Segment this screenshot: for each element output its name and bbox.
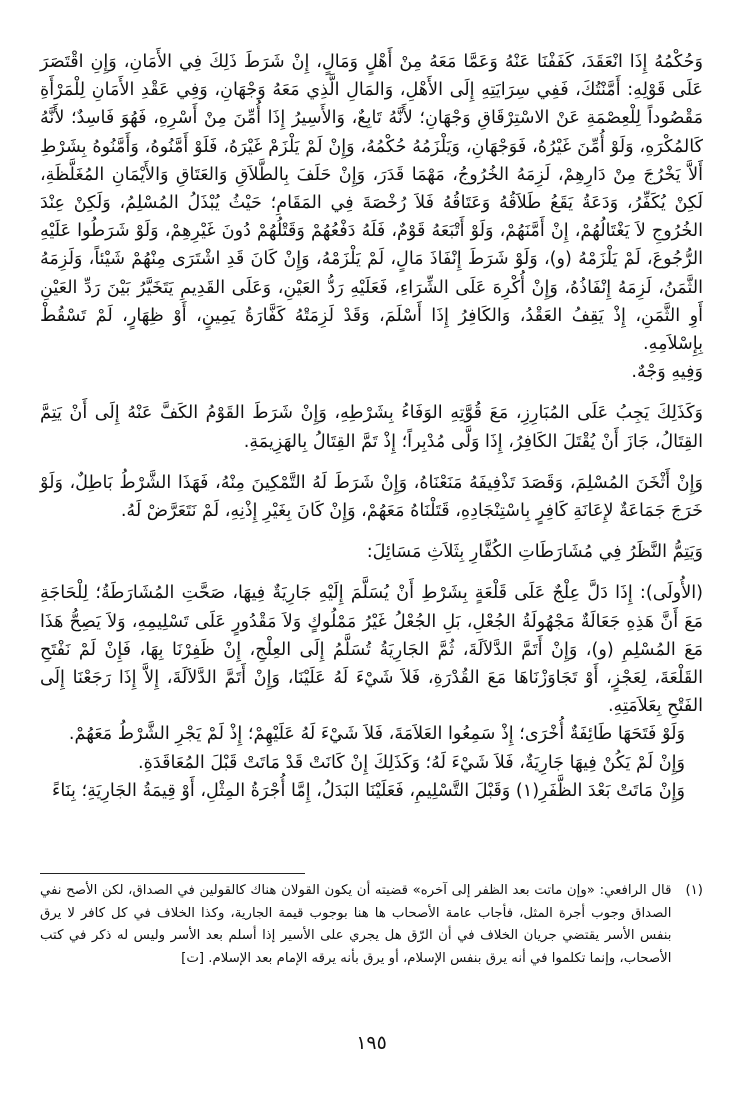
paragraph-section-intro: وَيَتِمُّ النَّظَرُ فِي مُشَارَطَاتِ الكُفَّارِ بِثَلاَثِ مَسَائِلَ: [366, 542, 703, 563]
main-text [40, 48, 703, 805]
footnote-text: قال الرافعي: «وإن ماتت بعد الظفر إلى آخره» قضيته أن يكون القولان هناك كالقولين في الصداق، لكن الأصح نفي الصداق وجوب أجرة المثل، فأجاب عامة الأصحاب ها هنا بوجوب قيمة الجارية، وكذا الخلاف في كل كافر لا يرق بنفس الأسر يقتضي جريان الخلاف في أن الرّق هل يجري على الأسير إذا أسلم بعد الأسر وليس له ذكر في كتب الأصحاب، وإنما تكلموا في أنه يرق بنفس الإسلام، أو يرق بأنه يرقه الإمام بعد الإسلام. [ت] [40, 883, 672, 966]
paragraph-opinion: وَفِيهِ وَجْهٌ. [631, 362, 703, 383]
paragraph-amaan-ruling: وَحُكْمُهُ إِذَا انْعَقَدَ، كَفَفْنَا عَنْهُ وَعَمَّا مَعَهُ مِنْ أَهْلٍ وَمَالٍ، إِنْ شَرَطَ ذَلِكَ فِي الأَمَانِ، وَإِنِ اقْتَصَرَ عَلَى قَوْلِهِ: أَمَّنْتُكَ، فَفِي سِرَايَتِهِ إِلَى الأَهْلِ، وَالمَالِ الَّذِي مَعَهُ وَجْهَانِ، وَفِي عَقْدِ الأَمَانِ لِلْمَرْأَةِ مَقْصُوداً لِلْعِصْمَةِ عَنْ الاسْتِرْقَاقِ وَجْهَانِ؛ لأَنَّهُ تَابِعٌ، وَالأَسِيرُ إِذَا أُمِّنَ مِنْ أَسْرِهِ، فَهُوَ فَاسِدٌ؛ لأَنَّهُ كَالمُكْرَهِ، وَلَوْ أُمِّنَ غَيْرُهُ، فَوَجْهَانِ، وَيَلْزَمُهُ حُكْمُهُ، وَإِنْ لَمْ يَلْزَمْ غَيْرَهُ، فَلَوْ أَمَّنُوهُ، وَأَمَّنُوهُ بِشَرْطِ أَلاَّ يَخْرُجَ مِنْ دَارِهِمْ، لَزِمَهُ الخُرُوجُ، مَهْمَا قَدَرَ، وَإِنْ حَلَفَ بِالطَّلاَقِ وَالعَتَاقِ وَالأَيْمَانِ المُغَلَّظَةِ، لَكِنْ يُكَفِّرُ، وَدَعَةُ يَقَعُ طَلاَقُهُ وَعَتَاقُهُ فَلاَ رُخْصَةَ فِي المَقَامِ؛ حَيْثُ يُبْذَلُ المُسْلِمُ، وَلَكِنْ عِنْدَ الخُرُوجِ لاَ يَغْتَالُهُمْ، إِنْ أَمَّنَهُمْ، وَلَوْ أَتْبَعَهُ قَوْمٌ، فَلَهُ دَفْعُهُمْ وَقَتْلُهُمْ دُونَ غَيْرِهِمْ، وَلَوْ شَرَطُوا عَلَيْهِ الرُّجُوعَ، لَمْ يَلْزَمْهُ (و)، وَلَوْ شَرَطَ إِنْفَاذَ مَالٍ، لَمْ يَلْزَمْهُ، وَإِنْ كَانَ قَدِ اشْتَرَى مِنْهُمْ شَيْئاً، وَلَزِمَهُ الثَّمَنُ، لَزِمَهُ إِنْفَاذُهُ، وَإِنْ أُكْرِهَ عَلَى الشِّرَاءِ، فَعَلَيْهِ رَدُّ العَيْنِ، وَعَلَى القَدِيمِ يَتَخَيَّرُ بَيْنَ رَدِّ العَيْنِ أَوِ الثَّمَنِ، إِذْ يَقِفُ العَقْدُ، وَالكَافِرُ إِذَا أَسْلَمَ، وَقَدْ لَزِمَتْهُ كَفَّارَةُ يَمِينٍ، أَوْ ظِهَارٍ، لَمْ تَسْقُطْ بِإِسْلاَمِهِ. [40, 52, 703, 355]
paragraph-issue-one: (الأُولَى): إِذَا دَلَّ عِلْجٌ عَلَى قَلْعَةٍ بِشَرْطِ أَنْ يُسَلَّمَ إِلَيْهِ جَارِيَةٌ فِيهَا، صَحَّتِ المُشَارَطَةُ؛ لِلْحَاجَةِ مَعَ أَنَّ هَذِهِ جَعَالَةٌ مَجْهُولَةُ الجُعْلِ، بَلِ الجُعْلُ غَيْرُ مَمْلُوكٍ وَلاَ مَقْدُورٍ عَلَى تَسْلِيمِهِ، وَلاَ يَصِحُّ هَذَا مَعَ المُسْلِمِ (و)، وَإِنْ أَتَمَّ الدَّلاَلَةَ، ثُمَّ الجَارِيَةُ تُسَلَّمُ إِلَى العِلْجِ، إِنْ ظَفِرْنَا بِهَا، فَإِنْ لَمْ نَفْتَحِ القَلْعَةَ، لِعَجْزٍ، أَوْ تَجَاوَزْنَاهَا مَعَ القُدْرَةِ، فَلاَ شَيْءَ لَهُ عَلَيْنَا، وَإِنْ أَتَمَّ الدَّلاَلَةَ، إِلاَّ إِذَا رَجَعْنَا إِلَى الفَتْحِ بِعَلاَمَتِهِ. [40, 583, 703, 717]
paragraph-duel: وَكَذَلِكَ يَجِبُ عَلَى المُبَارِزِ، مَعَ قُوَّتِهِ الوَفَاءُ بِشَرْطِهِ، وَإِنْ شَرَطَ القَوْمُ الكَفَّ عَنْهُ إِلَى أَنْ يَتِمَّ القِتَالُ، جَازَ أَنْ يُقْتَلَ الكَافِرُ، إِذَا وَلَّى مُدْبِراً؛ إِذْ تَمَّ القِتَالُ بِالهَزِيمَةِ. [40, 403, 703, 452]
footnote [40, 880, 703, 970]
paragraph-other-group: وَلَوْ فَتَحَهَا طَائِفَةٌ أُخْرَى؛ إِذْ سَمِعُوا العَلاَمَةَ، فَلاَ شَيْءَ لَهُ عَلَيْهِمْ؛ إِذْ لَمْ يَجْرِ الشَّرْطُ مَعَهُمْ. [68, 724, 685, 745]
footnote-number: (١) [685, 883, 703, 898]
page-number: ١٩٥ [356, 1032, 387, 1054]
paragraph-died-after-victory: وَإِنْ مَاتَتْ بَعْدَ الظَّفَرِ(١) وَقَبْلَ التَّسْلِيمِ، فَعَلَيْنَا البَدَلُ، إِمَّا أُجْرَةُ المِثْلِ، أَوْ قِيمَةُ الجَارِيَةِ؛ بِنَاءً [52, 780, 685, 801]
paragraph-no-slave-girl: وَإِنْ لَمْ يَكُنْ فِيهَا جَارِيَةٌ، فَلاَ شَيْءَ لَهُ؛ وَكَذَلِكَ إِنْ كَانَتْ قَدْ مَاتَتْ قَبْلَ المُعَاقَدَةِ. [138, 752, 685, 773]
footnote-divider [40, 873, 305, 874]
paragraph-wounded-muslim: وَإِنْ أَثْخَنَ المُسْلِمَ، وَقَصَدَ تَذْفِيفَهُ مَنَعْنَاهُ، وَإِنْ شَرَطَ لَهُ التَّمْكِينَ مِنْهُ، فَهَذَا الشَّرْطُ بَاطِلٌ، وَلَوْ خَرَجَ جَمَاعَةٌ لإِعَانَةِ كَافِرٍ بِاسْتِنْجَادِهِ، قَتَلْنَاهُ مَعَهُمْ، وَإِنْ كَانَ بِغَيْرِ إِذْنِهِ، لَمْ نَتَعَرَّضْ لَهُ. [40, 472, 703, 522]
